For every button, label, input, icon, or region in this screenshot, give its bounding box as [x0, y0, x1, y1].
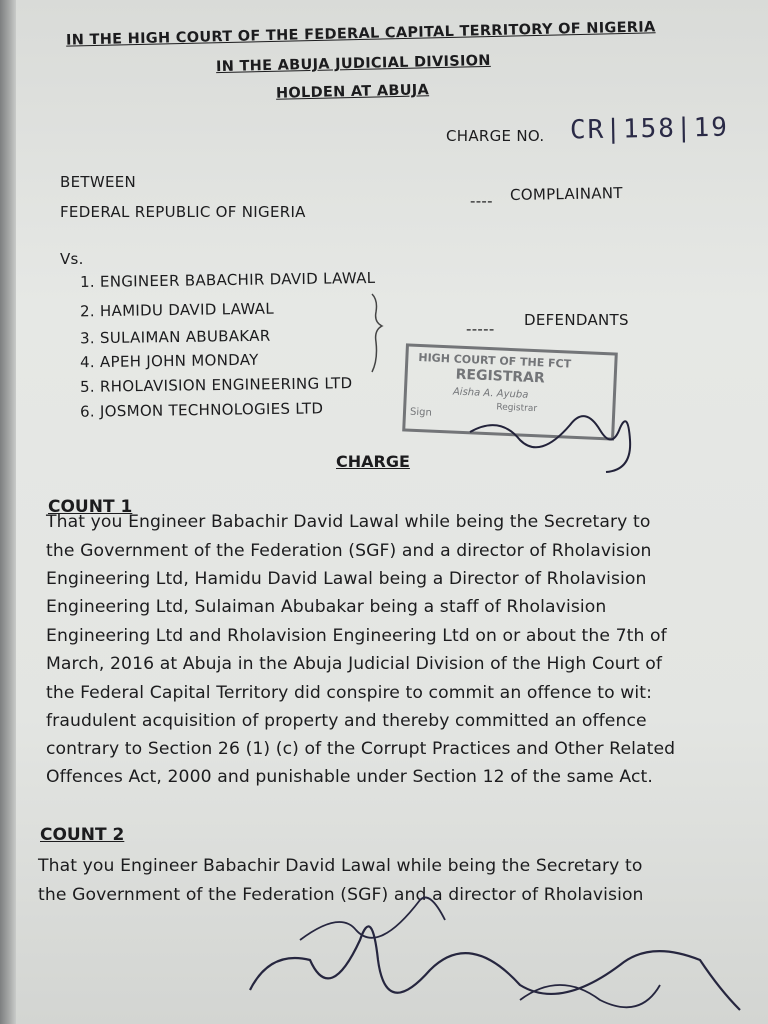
count-text-line: contrary to Section 26 (1) (c) of the Corrupt Practices and Other Related	[46, 739, 676, 759]
defendant-item: 4. APEH JOHN MONDAY	[79, 350, 259, 372]
charge-heading: CHARGE	[336, 452, 410, 471]
defendants-role: DEFENDANTS	[524, 311, 629, 329]
count-text-line: fraudulent acquisition of property and thereby committed an offence	[46, 711, 647, 731]
count-text-line: March, 2016 at Abuja in the Abuja Judicial Division of the High Court of	[46, 654, 663, 674]
defendants-bracket	[372, 294, 382, 372]
stamp-court-line: HIGH COURT OF THE FCT	[418, 350, 572, 371]
count-text-line: That you Engineer Babachir David Lawal while being the Secretary to	[46, 512, 651, 532]
complainant-role: COMPLAINANT	[509, 184, 623, 204]
defendant-item: 5. RHOLAVISION ENGINEERING LTD	[79, 374, 353, 396]
defendant-item: 2. HAMIDU DAVID LAWAL	[79, 299, 275, 321]
stamp-officer-title: Registrar	[496, 402, 538, 415]
charge-no-handwritten: CR|158|19	[569, 112, 730, 146]
count-text-line: Engineering Ltd, Hamidu David Lawal being a Director of Rholavision	[46, 569, 647, 589]
defendant-item: 1. ENGINEER BABACHIR DAVID LAWAL	[79, 268, 376, 292]
count-text-line: Engineering Ltd, Sulaiman Abubakar being a staff of Rholavision	[46, 597, 607, 617]
count-text-line: Offences Act, 2000 and punishable under Section 12 of the same Act.	[46, 767, 653, 787]
count-text-line: the Government of the Federation (SGF) and a director of Rholavision	[38, 885, 644, 905]
count-text-line: Engineering Ltd and Rholavision Engineering Ltd on or about the 7th of	[46, 626, 667, 646]
defendant-item: 6. JOSMON TECHNOLOGIES LTD	[79, 399, 324, 421]
count-text-line: That you Engineer Babachir David Lawal while being the Secretary to	[38, 856, 643, 876]
stamp-sign-label: Sign	[409, 406, 433, 419]
complainant-dash: ----	[470, 192, 493, 210]
bottom-signature-scribble	[250, 926, 740, 1010]
vs-label: Vs.	[60, 250, 84, 268]
complainant-name: FEDERAL REPUBLIC OF NIGERIA	[60, 203, 306, 221]
defendants-dash: -----	[466, 320, 495, 338]
count-heading: COUNT 2	[40, 825, 125, 845]
court-title-line3: HOLDEN AT ABUJA	[275, 82, 430, 102]
court-title-line2: IN THE ABUJA JUDICIAL DIVISION	[215, 52, 491, 76]
registry-stamp	[402, 343, 618, 440]
binder-edge	[0, 0, 16, 1024]
stamp-registrar-line: REGISTRAR	[455, 366, 546, 387]
between-label: BETWEEN	[60, 173, 137, 191]
stamp-officer-name: Aisha A. Ayuba	[452, 386, 529, 401]
count-heading: COUNT 1	[48, 497, 133, 517]
count-text-line: the Federal Capital Territory did conspire to commit an offence to wit:	[46, 683, 653, 703]
defendant-item: 3. SULAIMAN ABUBAKAR	[79, 326, 271, 348]
court-title-line1: IN THE HIGH COURT OF THE FEDERAL CAPITAL TERRITORY OF NIGERIA	[65, 19, 656, 49]
charge-no-label: CHARGE NO.	[446, 127, 545, 145]
count-text-line: the Government of the Federation (SGF) and a director of Rholavision	[46, 541, 652, 561]
